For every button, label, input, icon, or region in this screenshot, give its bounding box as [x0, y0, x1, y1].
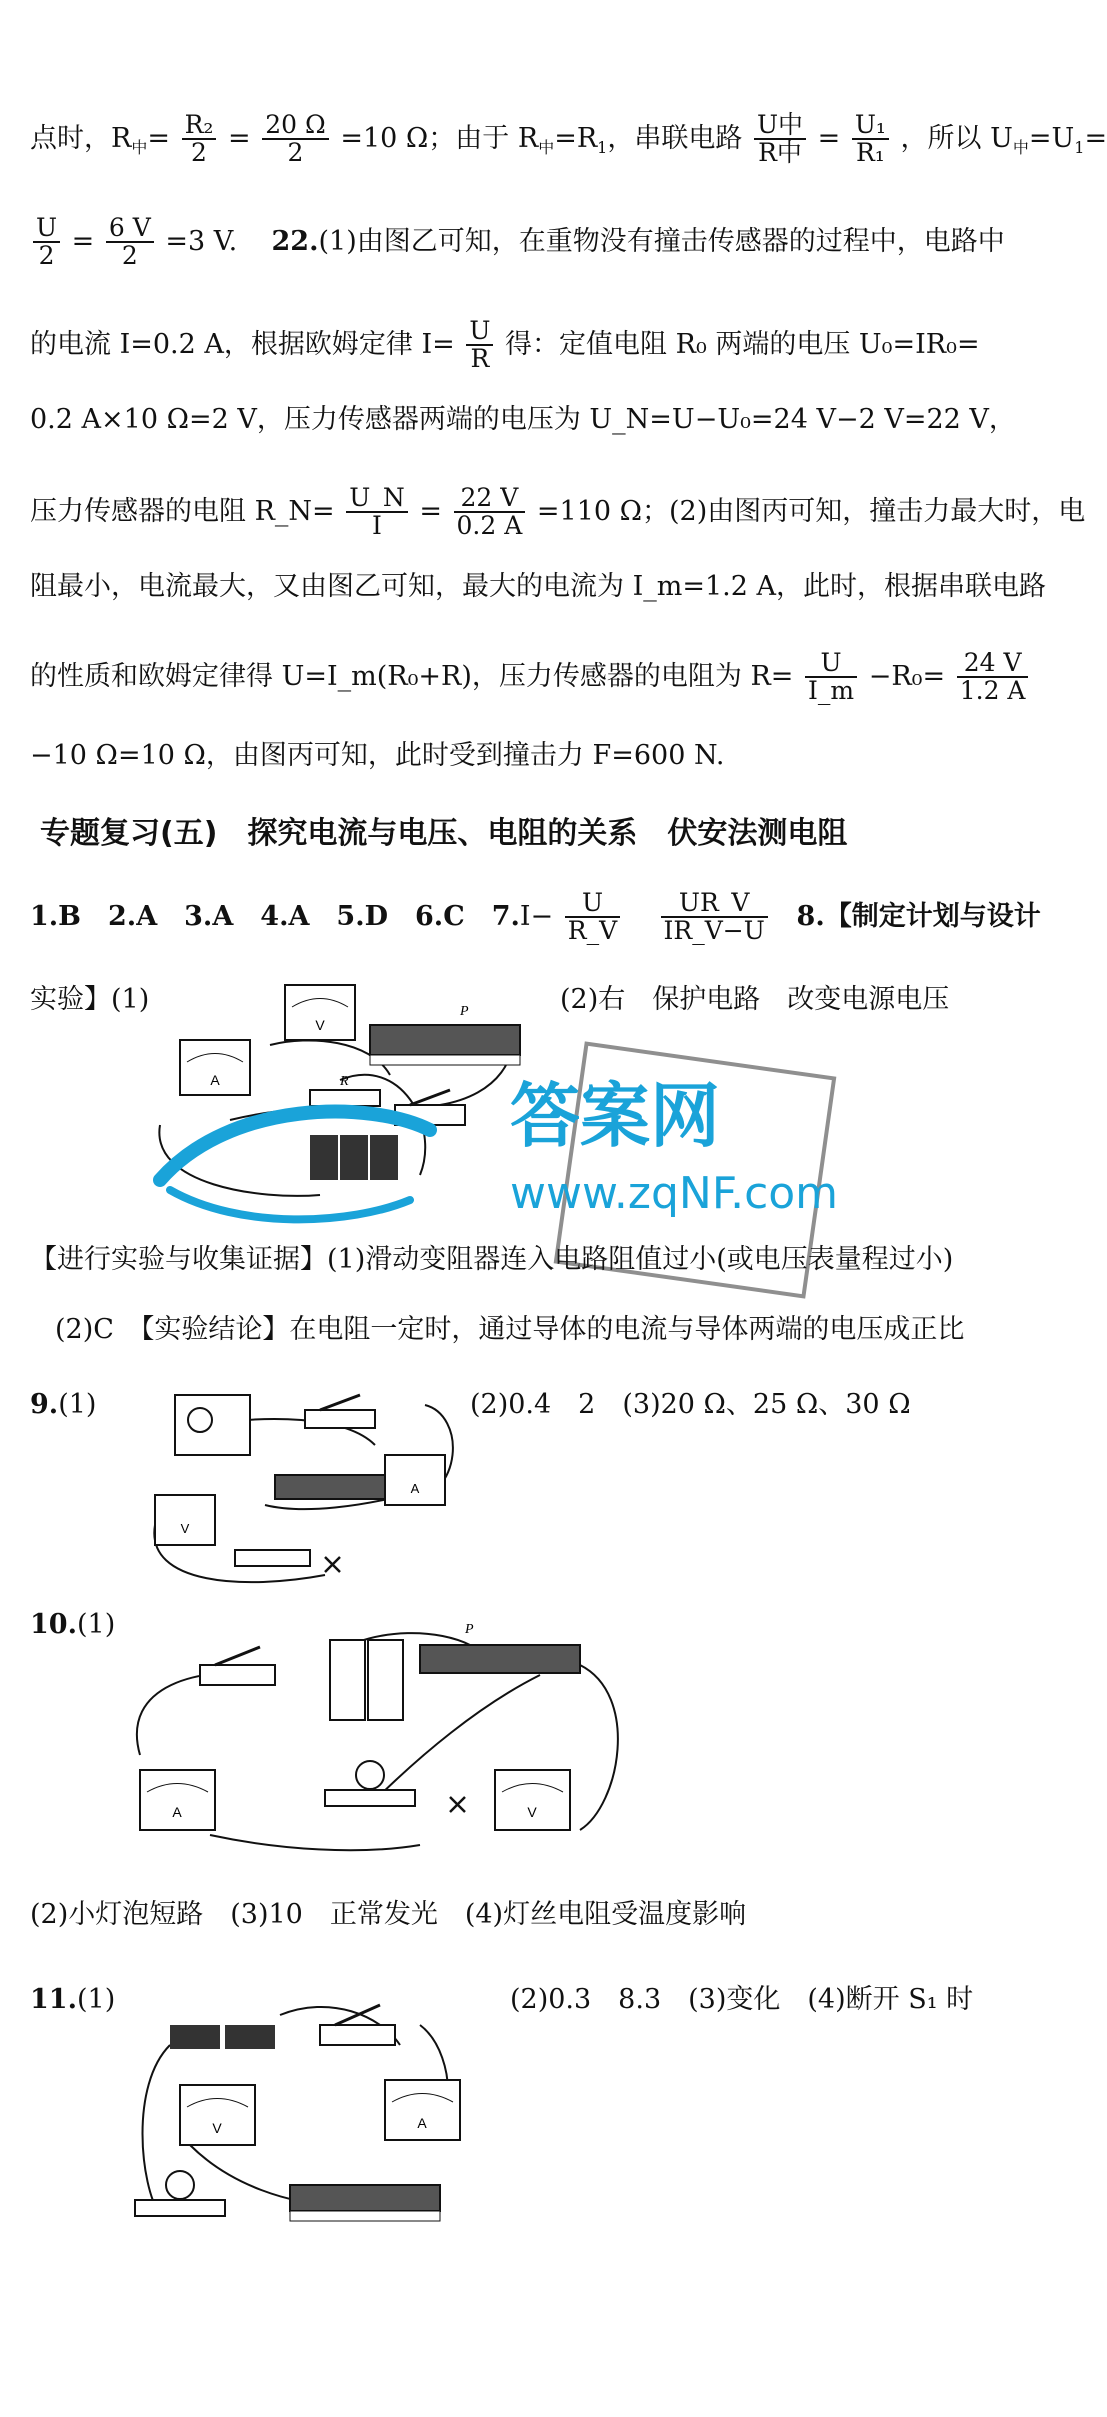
- svg-text:V: V: [212, 2120, 222, 2136]
- fraction: $\frac{U}{I\_m}$: [805, 650, 857, 705]
- battery-icon: [170, 2025, 275, 2049]
- svg-text:V: V: [315, 1017, 325, 1033]
- text-line-7: 的性质和欧姆定律得 U=I_m(R₀+R)，压力传感器的电阻为 R= $\frac{U}{I\_m}$ −R₀= $\frac{24 V}{1.2 A}$: [30, 650, 1031, 705]
- text-line-8: −10 Ω=10 Ω，由图丙可知，此时受到撞击力 F=600 N.: [30, 740, 725, 771]
- voltmeter-icon: [155, 1495, 215, 1545]
- voltmeter-icon: [495, 1770, 570, 1830]
- rheostat-icon: [290, 2185, 440, 2221]
- svg-text:A: A: [410, 1481, 420, 1496]
- rheostat-icon: [370, 1004, 520, 1065]
- text-line-2: $\frac{U}{2}$ = $\frac{6 V}{2}$ =3 V. 22.(1)由图乙可知，在重物没有撞击传感器的过程中，电路中: [30, 215, 1005, 270]
- fraction: $\frac{U}{R}$: [466, 318, 493, 373]
- text-line-6: 阻最小，电流最大，又由图乙可知，最大的电流为 I_m=1.2 A，此时，根据串联电路: [30, 571, 1046, 602]
- bulb-icon: [325, 1761, 415, 1806]
- fraction: $\frac{24 V}{1.2 A}$: [957, 650, 1029, 705]
- section-heading: 专题复习(五) 探究电流与电压、电阻的关系 伏安法测电阻: [40, 816, 848, 851]
- fraction: $\frac{22 V}{0.2 A}$: [454, 485, 526, 540]
- answer-q8-part4: (2)C 【实验结论】在电阻一定时，通过导体的电流与导体两端的电压成正比: [55, 1314, 965, 1345]
- fraction: $\frac{U}{R\_V}$: [565, 890, 620, 945]
- battery-icon: [330, 1640, 403, 1720]
- svg-text:A: A: [210, 1072, 220, 1088]
- ammeter-icon: [385, 2080, 460, 2140]
- fraction: $\frac{20 \Omega}{2}$: [262, 112, 329, 167]
- answer-q9-text: (2)0.4 2 (3)20 Ω、25 Ω、30 Ω: [470, 1389, 911, 1420]
- voltmeter-icon: [285, 985, 355, 1040]
- svg-text:A: A: [417, 2115, 427, 2131]
- answer-q11-label: 11.(1): [30, 1984, 116, 2015]
- switch-icon: [305, 1395, 375, 1428]
- svg-text:V: V: [180, 1521, 190, 1536]
- circuit-diagram-q9: [145, 1385, 475, 1590]
- svg-text:www.zqNF.com: www.zqNF.com: [510, 1168, 839, 1219]
- circuit-diagram-q10: [120, 1605, 620, 1860]
- resistor-icon: [235, 1550, 310, 1566]
- svg-text:P: P: [465, 1622, 474, 1637]
- switch-icon: [320, 2005, 395, 2045]
- text-line-3: 的电流 I=0.2 A，根据欧姆定律 I= $\frac{U}{R}$ 得：定值电阻 R₀ 两端的电压 U₀=IR₀=: [30, 316, 980, 374]
- answer-q11-text: (2)0.3 8.3 (3)变化 (4)断开 S₁ 时: [510, 1984, 974, 2015]
- power-supply-icon: [175, 1395, 250, 1455]
- fraction: $\frac{6 V}{2}$: [106, 215, 154, 270]
- svg-text:A: A: [172, 1804, 182, 1820]
- fraction: $\frac{UR\_V}{IR\_V-U}$: [661, 890, 768, 945]
- answer-q8-part1: 实验】(1): [30, 984, 150, 1015]
- answer-row-1: 1.B 2.A 3.A 4.A 5.D 6.C 7.I− $\frac{U}{R\_V}$ $\frac{UR\_V}{IR\_V-U}$ 8.【制定计划与设计: [30, 888, 1041, 946]
- text-line-5: 压力传感器的电阻 R_N= $\frac{U\_N}{I}$ = $\frac{22 V}{0.2 A}$ =110 Ω；(2)由图丙可知，撞击力最大时，电: [30, 483, 1086, 541]
- fraction: $\frac{\text{R₂}}{2}$: [182, 112, 217, 167]
- answer-q10-label: 10.(1): [30, 1609, 116, 1640]
- answer-q9-label: 9.(1): [30, 1389, 97, 1420]
- text-line-1: 点时，$R_中=$ $\frac{\text{R₂}}{2}$ = $\frac{20 \Omega}{2}$ =10 Ω；由于 $R_中=R_1$，串联电路 $\frac{\text{U中}}{\text{R中}}$ = $\frac{\text{U₁}}{\text{R₁}}$ ，所以 $U_中=U_1=$: [30, 110, 1107, 168]
- answer-q8-part2: (2)右 保护电路 改变电源电压: [560, 984, 950, 1015]
- answer-q10-text: (2)小灯泡短路 (3)10 正常发光 (4)灯丝电阻受温度影响: [30, 1899, 747, 1930]
- fraction: $\frac{\text{U中}}{\text{R中}}$: [754, 112, 806, 167]
- svg-text:答案网: 答案网: [510, 1075, 720, 1157]
- rheostat-icon: [275, 1475, 395, 1499]
- ammeter-icon: [385, 1455, 445, 1505]
- svg-text:V: V: [527, 1804, 537, 1820]
- text-line-4: 0.2 A×10 Ω=2 V，压力传感器两端的电压为 U_N=U−U₀=24 V−2 V=22 V，: [30, 404, 1016, 435]
- svg-text:P: P: [460, 1004, 469, 1019]
- fraction: $\frac{U\_N}{I}$: [346, 485, 407, 540]
- fraction: $\frac{U}{2}$: [33, 215, 60, 270]
- ammeter-icon: [140, 1770, 215, 1830]
- fraction: $\frac{\text{U₁}}{\text{R₁}}$: [852, 112, 889, 167]
- circuit-diagram-q11: [130, 1985, 500, 2250]
- rheostat-icon: [420, 1622, 580, 1673]
- bulb-icon: [135, 2171, 225, 2216]
- answer-q8-part3: 【进行实验与收集证据】(1)滑动变阻器连入电路阻值过小(或电压表量程过小): [30, 1244, 954, 1275]
- svg-text:R: R: [340, 1074, 349, 1089]
- voltmeter-icon: [180, 2085, 255, 2145]
- switch-icon: [200, 1647, 275, 1685]
